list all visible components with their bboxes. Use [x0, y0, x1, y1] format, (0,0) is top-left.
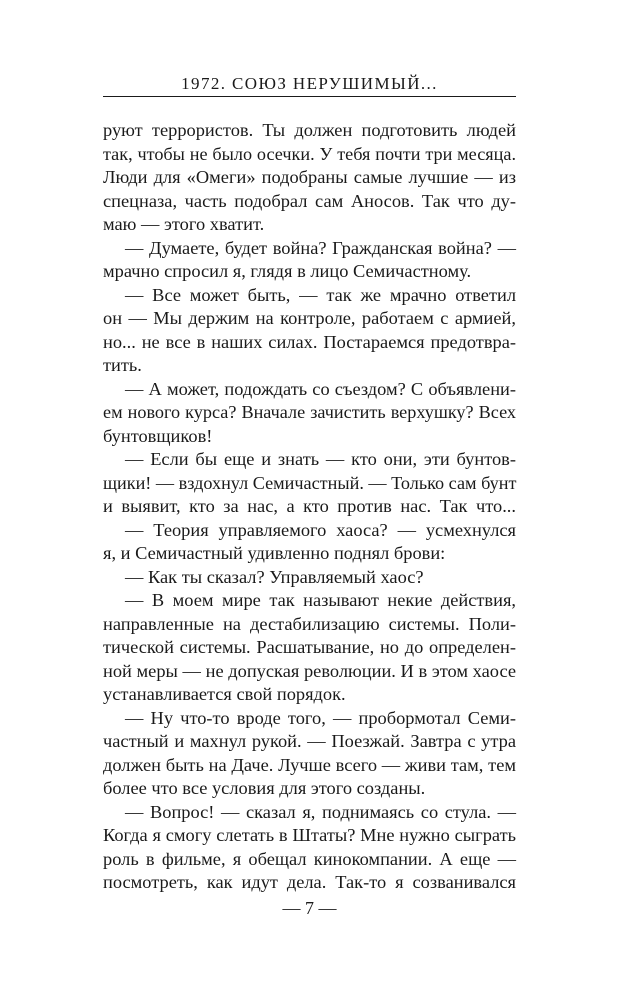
text-line: — Думаете, будет война? Гражданская война? — — [125, 237, 516, 258]
text-line: бунтовщиков! — [103, 425, 213, 446]
text-line: мрачно спросил я, глядя в лицо Семичастному. — [103, 261, 472, 281]
text-line: тить. — [103, 355, 142, 375]
header-rule — [103, 96, 516, 97]
text-line: ем нового курса? Вначале зачистить верхушку? Всех — [103, 402, 516, 422]
text-line: роль в фильме, я обещал кинокомпании. А еще — — [103, 848, 516, 869]
text-line: щики! — вздохнул Семичастный. — Только сам бунт — [103, 472, 517, 493]
text-line: — Теория управляемого хаоса? — усмехнулся — [125, 519, 516, 540]
text-line: — Все может быть, — так же мрачно ответил — [125, 284, 516, 305]
text-line: я, и Семичастный удивленно поднял брови: — [103, 543, 446, 563]
text-line: Люди для «Омеги» подобраны самые лучшие — из — [103, 167, 516, 187]
body-text — [103, 119, 516, 895]
text-line: — Если бы еще и знать — кто они, эти бунтов- — [125, 449, 516, 469]
text-line: частный и махнул рукой. — Поезжай. Завтра с утра — [103, 731, 516, 751]
page-number: — 7 — — [282, 898, 337, 918]
text-line: устанавливается свой порядок. — [103, 684, 346, 704]
text-line: более что все условия для этого созданы. — [103, 778, 426, 798]
text-line: посмотреть, как идут дела. Так-то я созванивался — [103, 872, 516, 892]
text-line: тической системы. Расшатывание, но до определен- — [103, 637, 516, 657]
text-line: спецназа, часть подобрал сам Аносов. Так что ду- — [103, 190, 516, 211]
text-line: ной меры — не допуская революции. И в этом хаосе — [103, 660, 516, 681]
text-line: — В моем мире так называют некие действия, — [125, 590, 516, 610]
text-line: — Ну что-то вроде того, — пробормотал Семи- — [125, 707, 516, 728]
text-line: он — Мы держим на контроле, работаем с армией, — [103, 308, 516, 328]
text-line: маю — этого хватит. — [103, 214, 265, 234]
text-line: но... не все в наших силах. Постараемся предотвра- — [103, 331, 516, 352]
text-line: — А может, подождать со съездом? С объявлени- — [125, 378, 516, 399]
text-line: направленные на дестабилизацию системы. Поли- — [103, 613, 516, 634]
text-line: — Вопрос! — сказал я, поднимаясь со стула. — — [125, 801, 516, 822]
text-line: — Как ты сказал? Управляемый хаос? — [125, 566, 424, 587]
text-line: так, чтобы не было осечки. У тебя почти три месяца. — [103, 143, 516, 164]
text-line: и выявит, кто за нас, а кто против нас. Так что... — [103, 496, 516, 516]
text-line: должен быть на Даче. Лучше всего — живи там, тем — [103, 754, 516, 775]
text-line: руют террористов. Ты должен подготовить людей — [103, 120, 516, 140]
text-line: Когда я смогу слетать в Штаты? Мне нужно сыграть — [103, 825, 516, 845]
running-head: 1972. СОЮЗ НЕРУШИМЫЙ... — [181, 74, 438, 93]
